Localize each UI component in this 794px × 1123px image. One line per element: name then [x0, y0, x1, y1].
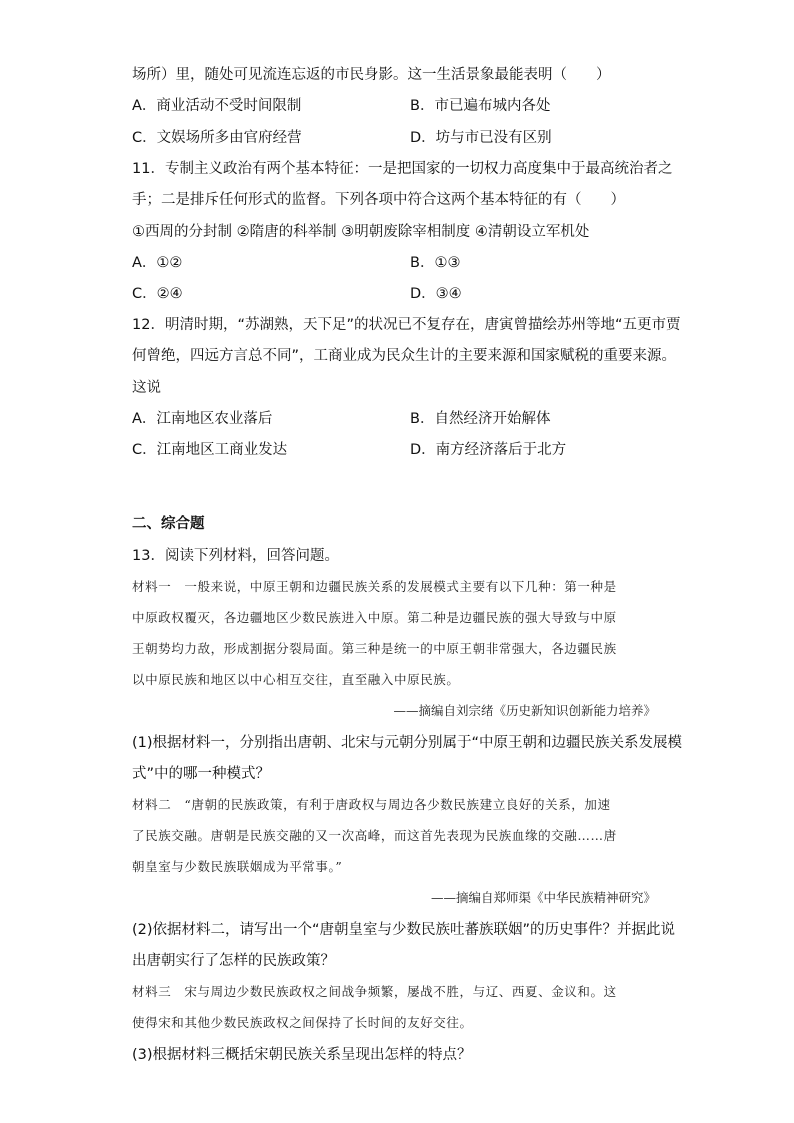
- material-2-line: 了民族交融。唐朝是民族交融的又一次高峰，而这首先表现为民族血缘的交融……唐: [132, 828, 617, 843]
- sub-question-3-line: (3)根据材料三概括宋朝民族关系呈现出怎样的特点？: [132, 1047, 472, 1063]
- material-2-line: 朝皇室与少数民族联姻成为平常事。”: [132, 859, 343, 874]
- q11-option-b: B．①③: [410, 255, 461, 271]
- q10-stem-tail: 场所）里，随处可见流连忘返的市民身影。这一生活景象最能表明（ ）: [132, 67, 611, 83]
- q11-option-a: A．①②: [132, 255, 183, 271]
- sub-question-1-line: (1)根据材料一，分别指出唐朝、北宋与元朝分别属于“中原王朝和边疆民族关系发展模: [132, 735, 683, 751]
- q10-option-d: D．坊与市已没有区别: [410, 130, 552, 146]
- sub-question-2-line: (2)依据材料二，请写出一个“唐朝皇室与少数民族吐蕃族联姻”的历史事件？并据此说: [132, 922, 676, 938]
- material-1-source: ——摘编自刘宗绪《历史新知识创新能力培养》: [393, 703, 656, 718]
- q11-option-d: D．③④: [410, 286, 462, 302]
- q12-option-a: A．江南地区农业落后: [132, 411, 273, 427]
- material-2-line: 材料二 “唐朝的民族政策，有利于唐政权与周边各少数民族建立良好的关系，加速: [132, 797, 611, 812]
- sub-question-1-line: 式”中的哪一种模式？: [132, 766, 271, 782]
- q12-line-3: 这说: [132, 380, 161, 396]
- material-3-line: 材料三 宋与周边少数民族政权之间战争频繁，屡战不胜，与辽、西夏、金议和。这: [132, 984, 617, 999]
- q12-option-c: C．江南地区工商业发达: [132, 442, 288, 458]
- material-3-line: 使得宋和其他少数民族政权之间保持了长时间的友好交往。: [132, 1015, 473, 1030]
- q12-option-b: B．自然经济开始解体: [410, 411, 551, 427]
- q11-option-c: C．②④: [132, 286, 183, 302]
- q11-items: ①西周的分封制 ②隋唐的科举制 ③明朝废除宰相制度 ④清朝设立军机处: [132, 224, 590, 240]
- q11-line-2: 手；二是排斥任何形式的监督。下列各项中符合这两个基本特征的有（ ）: [132, 192, 625, 208]
- section-title: 二、综合题: [132, 516, 205, 532]
- q12-option-d: D．南方经济落后于北方: [410, 442, 567, 458]
- q13-intro: 13．阅读下列材料，回答问题。: [132, 548, 339, 564]
- q12-line-1: 12．明清时期，“苏湖熟，天下足”的状况已不复存在，唐寅曾描绘苏州等地“五更市贾: [132, 317, 681, 333]
- q12-line-2: 何曾绝，四远方言总不同”，工商业成为民众生计的主要来源和国家赋税的重要来源。: [132, 348, 677, 364]
- q10-option-c: C．文娱场所多由官府经营: [132, 130, 302, 146]
- q10-option-a: A．商业活动不受时间限制: [132, 98, 302, 114]
- material-1-line: 王朝势均力敌，形成割据分裂局面。第三种是统一的中原王朝非常强大，各边疆民族: [132, 641, 617, 656]
- q10-option-b: B．市已遍布城内各处: [410, 98, 551, 114]
- material-1-line: 中原政权覆灭，各边疆地区少数民族进入中原。第二种是边疆民族的强大导致与中原: [132, 610, 617, 625]
- material-1-line: 材料一 一般来说，中原王朝和边疆民族关系的发展模式主要有以下几种：第一种是: [132, 579, 617, 594]
- material-1-line: 以中原民族和地区以中心相互交往，直至融入中原民族。: [132, 672, 460, 687]
- material-2-source: ——摘编自郑师渠《中华民族精神研究》: [430, 890, 656, 905]
- q11-line-1: 11．专制主义政治有两个基本特征：一是把国家的一切权力高度集中于最高统治者之: [132, 161, 673, 177]
- sub-question-2-line: 出唐朝实行了怎样的民族政策？: [132, 953, 335, 969]
